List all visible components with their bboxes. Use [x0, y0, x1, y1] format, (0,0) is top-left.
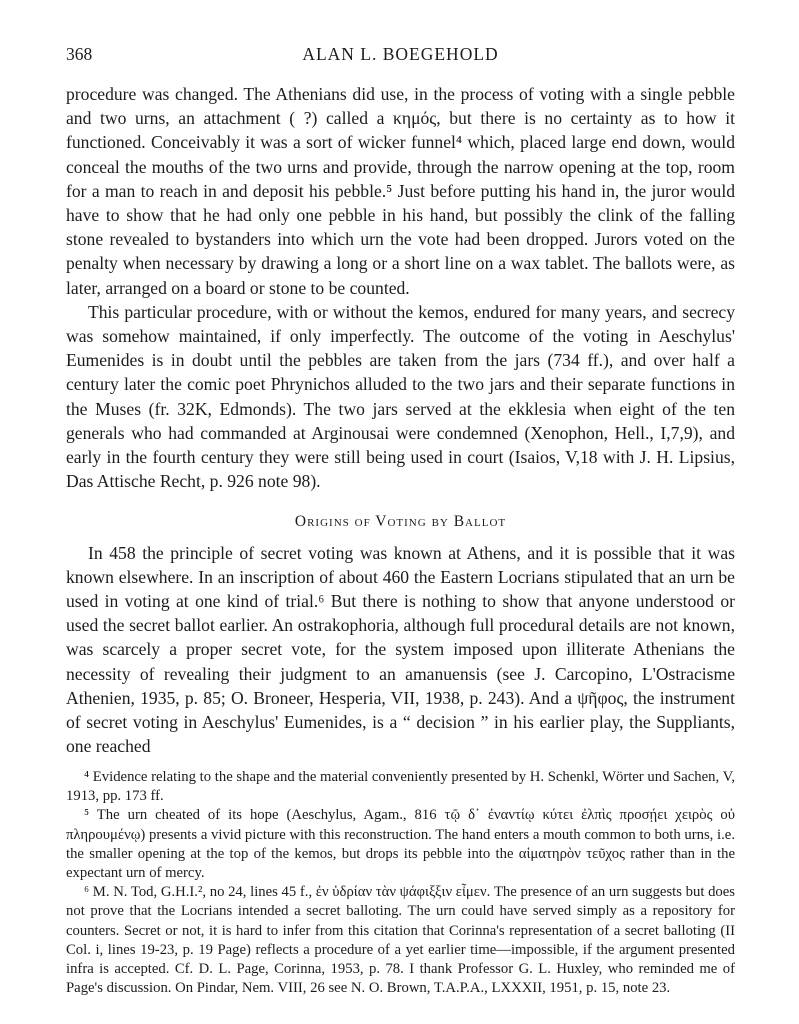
section-heading-text: Origins of Voting by Ballot — [294, 513, 507, 531]
paragraph-2: This particular procedure, with or without the kemos, endured for many years, and secrecy was somehow maintained, if only imperfectly. The outcome of the voting in Aeschylus' Eumenides is in doubt until the pebbles are taken from the jars (734 ff.), and over half a century later the comic poet Phrynichos alluded to the two jars and their separate functions in the Muses (fr. 32K, Edmonds). The two jars served at the ekklesia when eight of the ten generals who had commanded at Arginousai were condemned (Xenophon, Hell., I,7,9), and early in the fourth century they were still being used in court (Isaios, V,18 with J. H. Lipsius, Das Attische Recht, p. 926 note 98). — [66, 301, 735, 492]
main-text — [66, 82, 735, 758]
running-title: ALAN L. BOEGEHOLD — [302, 44, 499, 64]
section-heading — [66, 510, 735, 534]
page-number: 368 — [66, 44, 93, 64]
footnotes — [66, 768, 735, 998]
footnote-6: ⁶ M. N. Tod, G.H.I.², no 24, lines 45 f., ἐν ὑδρίαν τὰν ψάφιξξιν εἶμεν. The presence of an urn suggests but does not prove that the Locrians intended a secret balloting. The urn could have served simply as a repository for counters. Secret or not, it is hard to infer from this citation that Corinna's representation of a secret balloting (II Col. i, lines 19-23, p. 19 Page) reflects a procedure of a yet earlier time—impossible, if the argument presented infra is accepted. Cf. D. L. Page, Corinna, 1953, p. 78. I thank Professor G. L. Huxley, who reminded me of Page's discussion. On Pindar, Nem. VIII, 26 see N. O. Brown, T.A.P.A., LXXXII, 1951, p. 15, note 23. — [66, 884, 735, 997]
page-header — [66, 44, 735, 70]
footnote-4: ⁴ Evidence relating to the shape and the material conveniently presented by H. Schenkl, Wörter und Sachen, V, 1913, pp. 173 ff. — [66, 769, 735, 805]
paragraph-3: In 458 the principle of secret voting was known at Athens, and it is possible that it was known elsewhere. In an inscription of about 460 the Eastern Locrians stipulated that an urn be used in voting at one kind of trial.⁶ But there is nothing to show that anyone understood or used the secret ballot earlier. An ostrakophoria, although full procedural details are not known, was scarcely a proper secret vote, for the system imposed upon illiterate Athenians the necessity of revealing their judgment to an amanuensis (see J. Carcopino, L'Ostracisme Athenien, 1935, p. 85; O. Broneer, Hesperia, VII, 1938, p. 243). And a ψῆφος, the instrument of secret voting in Aeschylus' Eumenides, is a “ decision ” in his earlier play, the Suppliants, one reached — [66, 542, 735, 757]
footnote-5: ⁵ The urn cheated of its hope (Aeschylus, Agam., 816 τῷ δ᾽ ἐναντίῳ κύτει ἐλπὶς προσῄει χειρὸς οὐ πληρουμένῳ) presents a vivid picture with this reconstruction. The hand enters a mouth common to both urns, i.e. the smaller opening at the top of the kemos, but drops its pebble into the αἱματηρὸν τεῦχος rather than in the expectant urn of mercy. — [66, 807, 735, 882]
paragraph-1: procedure was changed. The Athenians did use, in the process of voting with a single pebble and two urns, an attachment ( ?) called a κημός, but there is no certainty as to how it functioned. Conceivably it was a sort of wicker funnel⁴ which, placed large end down, would conceal the mouths of the two urns and provide, through the narrow opening at the top, room for a man to reach in and deposit his pebble.⁵ Just before putting his hand in, the juror would have to show that he had only one pebble in his hand, but possibly the clink of the falling stone revealed to bystanders into which urn the vote had been dropped. Jurors voted on the penalty when necessary by drawing a long or a short line on a wax tablet. The ballots were, as later, arranged on a board or stone to be counted. — [66, 84, 735, 298]
